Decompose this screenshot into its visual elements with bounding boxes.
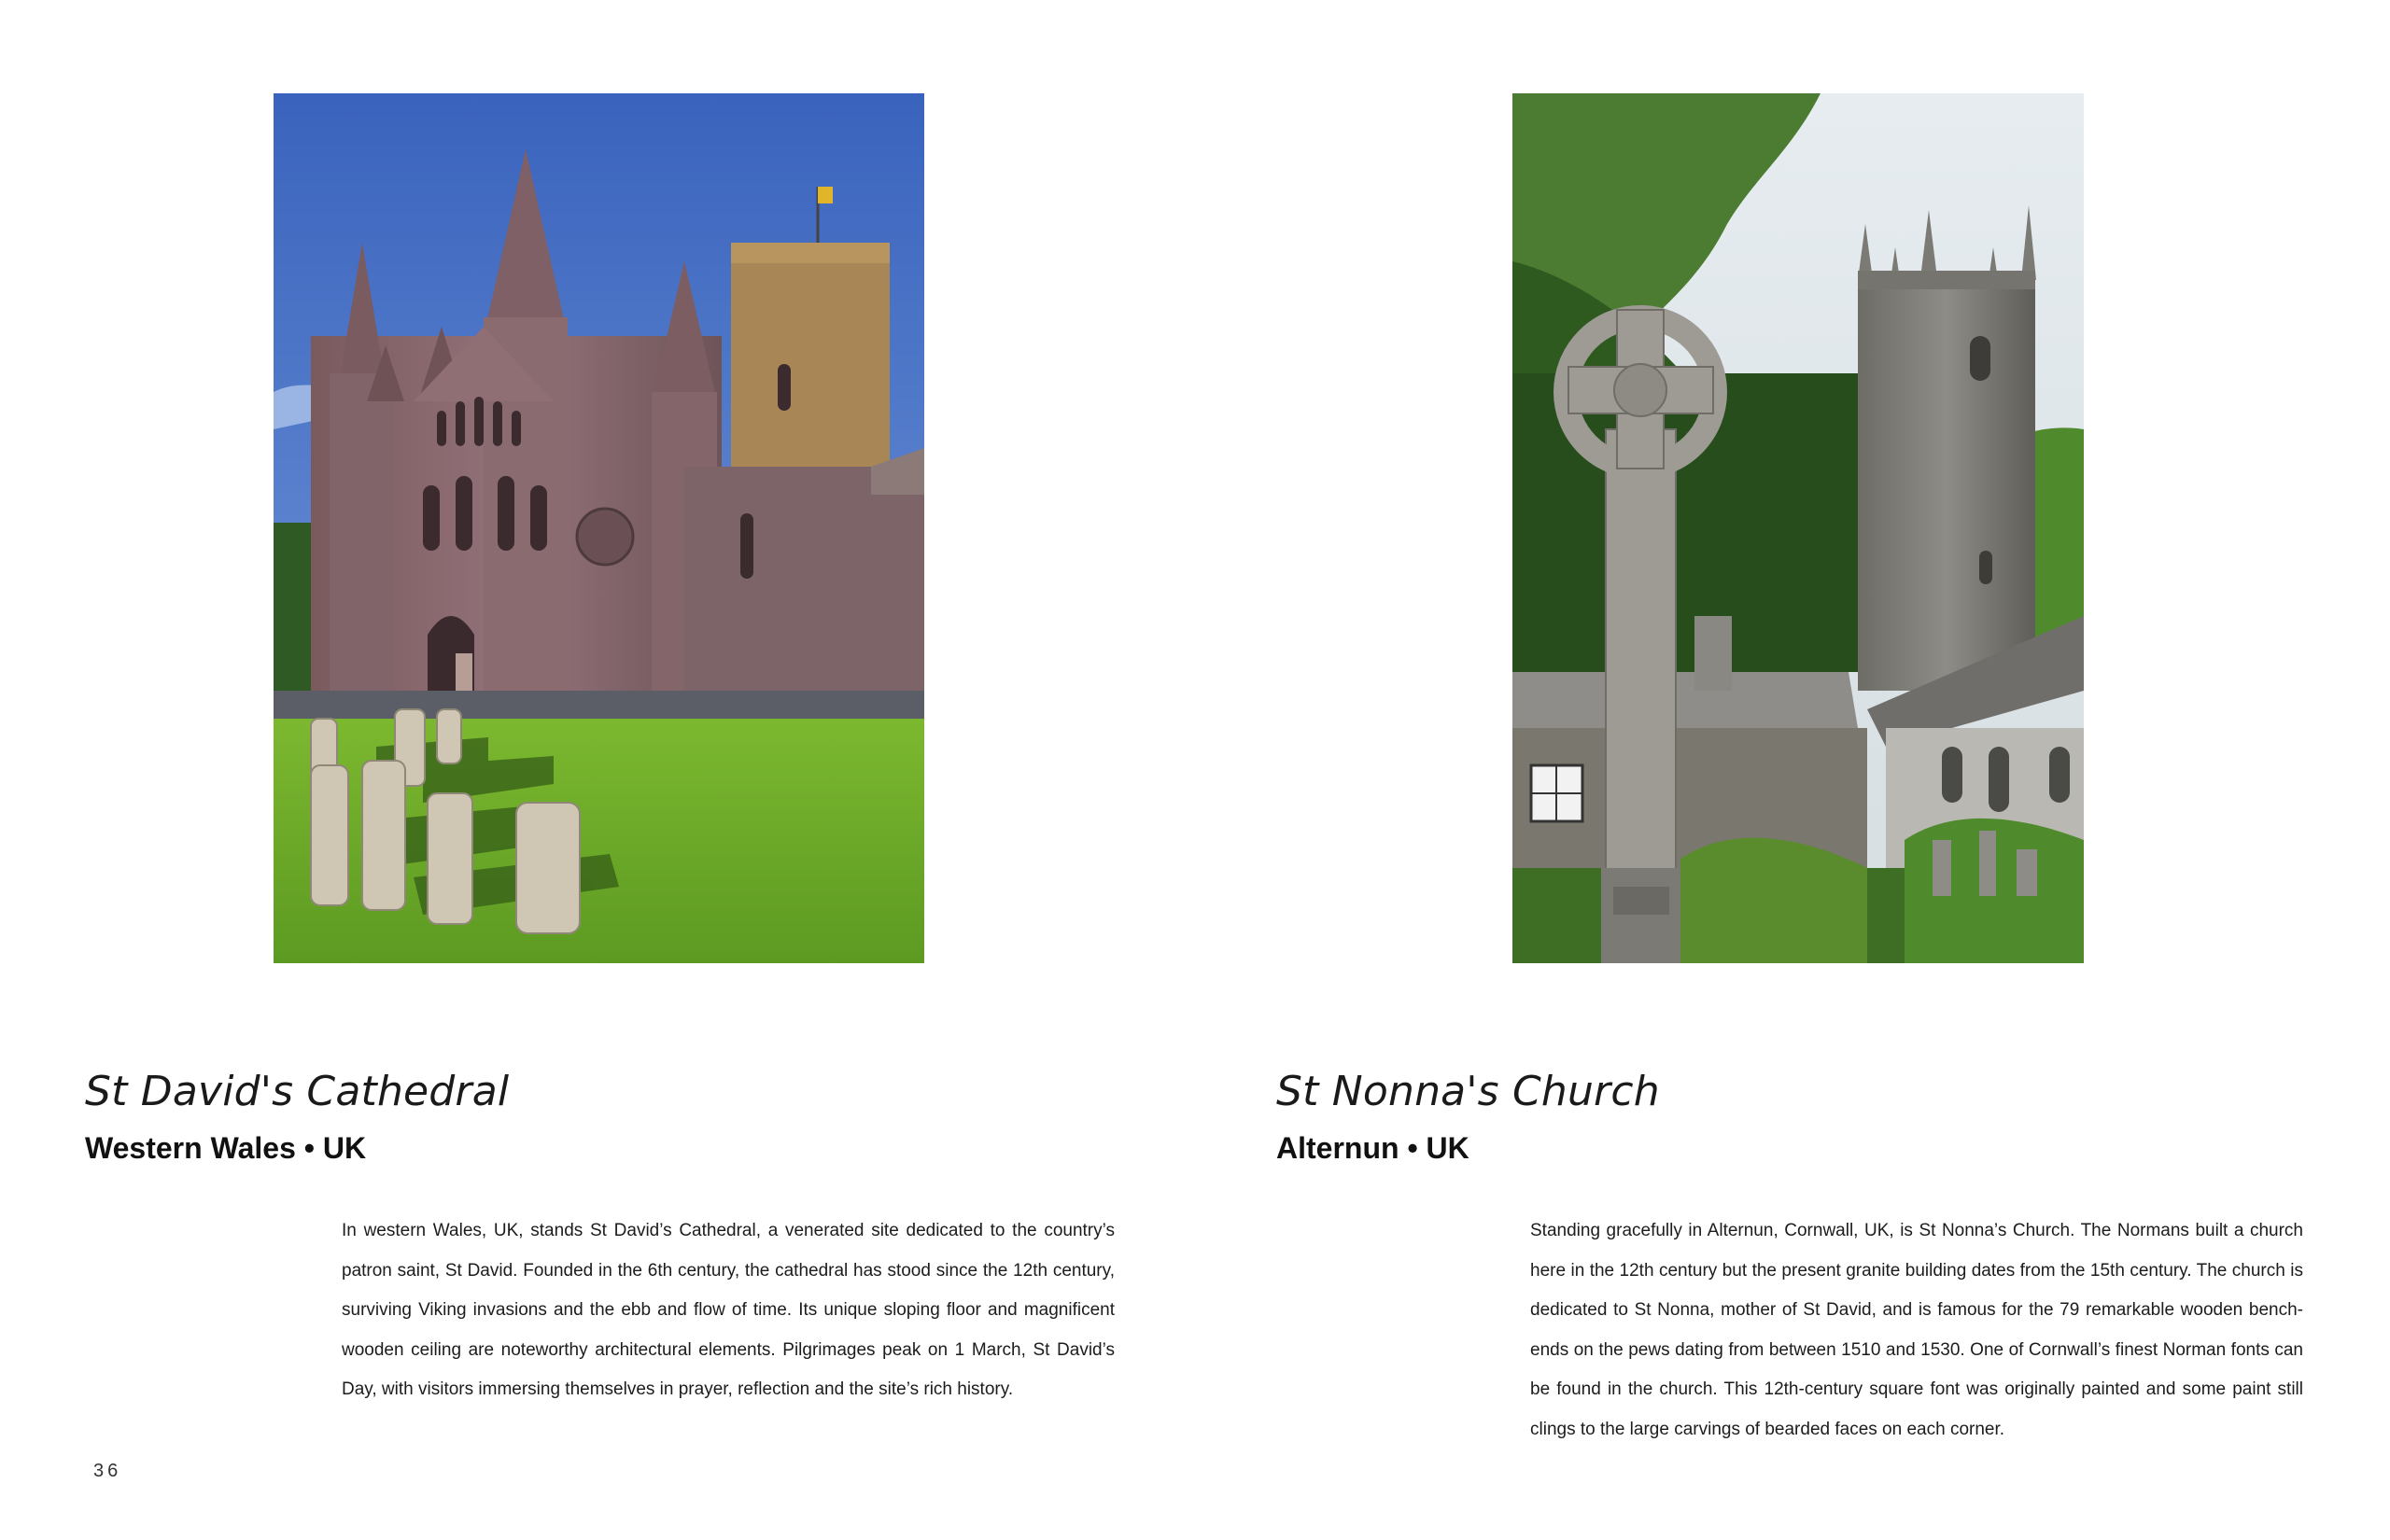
right-article-body: Standing gracefully in Alternun, Cornwall, UK, is St Nonna’s Church. The Normans built a church here in the 12th century but the present granite building dates from the 15th century. The church is dedicated to St Nonna, mother of St David, and is famous for the 79 remarkable wooden bench-ends on the pews dating from between 1510 and 1530. One of Cornwall’s finest Norman fonts can be found in the church. This 12th-century square font was originally painted and some paint still clings to the large carvings of bearded faces on each corner. [1530,1221,2303,1439]
page-number: 36 [93,1461,122,1481]
church-illustration [1512,93,2084,963]
right-article-title: St Nonna's Church [1276,1068,1660,1115]
left-article-location: Western Wales • UK [85,1131,367,1165]
left-article-title: St David's Cathedral [85,1068,510,1115]
left-article-body: In western Wales, UK, stands St David’s Cathedral, a venerated site dedicated to the country’s patron saint, St David. Founded in the 6th century, the cathedral has stood since the 12th century, surviving Viking invasions and the ebb and flow of time. Its unique sloping floor and magnificent wooden ceiling are noteworthy architectural elements. Pilgrimages peak on 1 March, St David’s Day, with visitors immersing themselves in prayer, reflection and the site’s rich history. [342,1221,1115,1399]
cathedral-illustration [274,93,924,963]
st-nonnas-church-photo [1512,93,2084,963]
st-davids-cathedral-photo [274,93,924,963]
right-article-location: Alternun • UK [1276,1131,1469,1165]
